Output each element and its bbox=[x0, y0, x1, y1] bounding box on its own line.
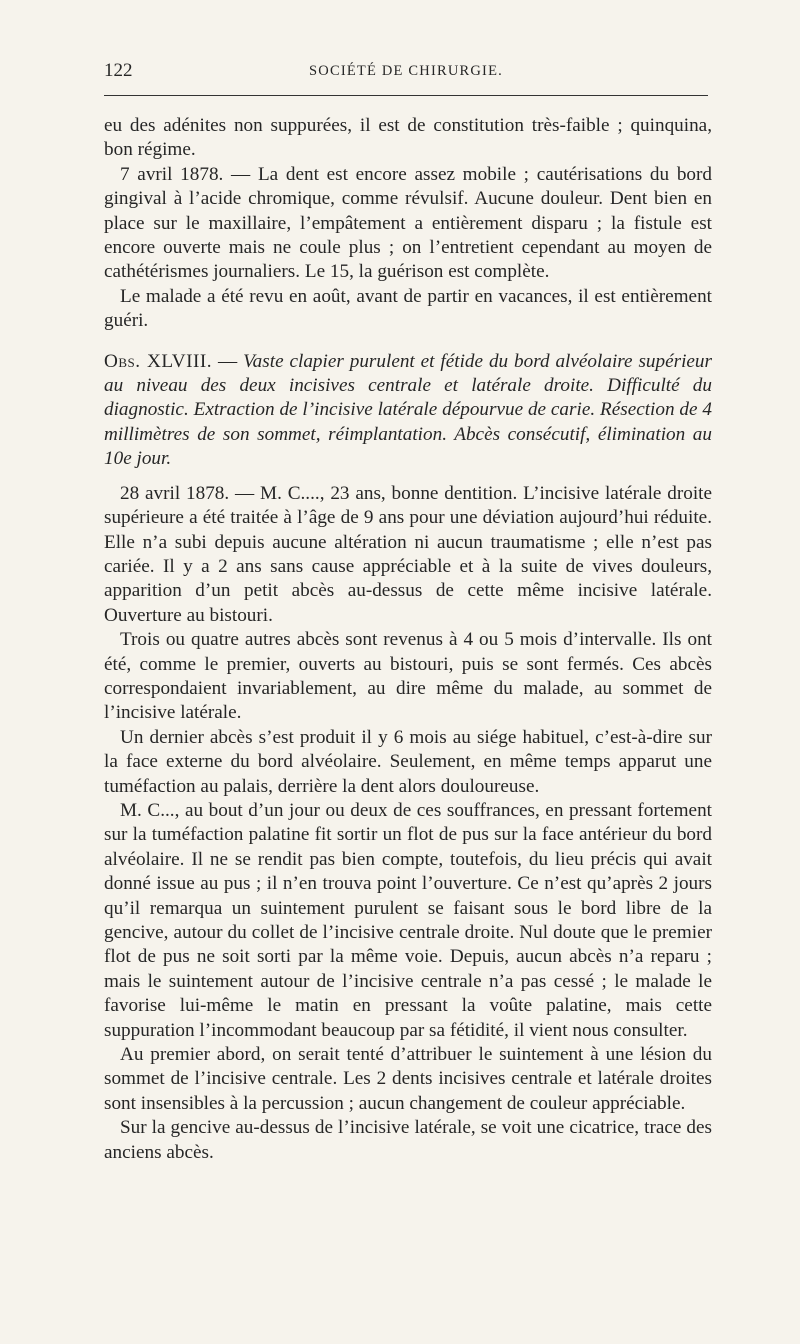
running-title: SOCIÉTÉ DE CHIRURGIE. bbox=[309, 63, 503, 79]
header-rule bbox=[104, 95, 708, 96]
observation-summary: Vaste clapier purulent et fétide du bord alvéolaire supérieur au niveau des deux incisives centrale et latérale droite. Difficulté du diagnostic. Extraction de l’incisive latérale dépourvue de carie. Résection de 4 millimètres de son sommet, réimplantation. Abcès consécutif, élimination au 10e jour. bbox=[104, 350, 712, 470]
body-text bbox=[104, 114, 712, 1165]
paragraph-2: 7 avril 1878. — La dent est encore assez mobile ; cautérisations du bord gingival à l’acide chromique, comme révulsif. Aucune douleur. Dent bien en place sur le maxillaire, l’empâtement a entièrement disparu ; la fistule est encore ouverte mais ne coule plus ; on l’entretient cependant au moyen de cathétérismes journaliers. Le 15, la guérison est complète. bbox=[104, 163, 712, 283]
paragraph-3: Le malade a été revu en août, avant de partir en vacances, il est entièrement guéri. bbox=[104, 285, 712, 332]
observation-label: Obs. XLVIII. bbox=[104, 350, 213, 372]
paragraph-10: Sur la gencive au-dessus de l’incisive latérale, se voit une cicatrice, trace des anciens abcès. bbox=[104, 1117, 712, 1163]
observation-heading bbox=[104, 350, 712, 472]
page-number: 122 bbox=[104, 60, 133, 81]
paragraph-7: Un dernier abcès s’est produit il y 6 mois au siége habituel, c’est-à-dire sur la face externe du bord alvéolaire. Seulement, en même temps apparut une tuméfaction au palais, derrière la dent alors douloureuse. bbox=[104, 726, 712, 797]
paragraph-9: Au premier abord, on serait tenté d’attribuer le suintement à une lésion du sommet de l’incisive centrale. Les 2 dents incisives centrale et latérale droites sont insensibles à la percussion ; aucun changement de couleur appréciable. bbox=[104, 1044, 712, 1114]
paragraph-1: eu des adénites non suppurées, il est de constitution très-faible ; quinquina, bon régime. bbox=[104, 115, 712, 161]
observation-dash: — bbox=[212, 350, 244, 372]
paragraph-5: 28 avril 1878. — M. C...., 23 ans, bonne dentition. L’incisive latérale droite supérieure a été traitée à l’âge de 9 ans pour une déviation aujourd’hui réduite. Elle n’a subi depuis aucune altération ni aucun traumatisme ; elle n’est pas cariée. Il y a 2 ans sans cause appréciable et à la suite de vives douleurs, apparition d’un petit abcès au-dessus de cette même incisive latérale. Ouverture au bistouri. bbox=[104, 482, 712, 626]
paragraph-6: Trois ou quatre autres abcès sont revenus à 4 ou 5 mois d’intervalle. Ils ont été, comme le premier, ouverts au bistouri, puis se sont fermés. Ces abcès correspondaient invariablement, au dire même du malade, au sommet de l’incisive latérale. bbox=[104, 629, 712, 724]
page-header bbox=[104, 60, 708, 86]
paragraph-8: M. C..., au bout d’un jour ou deux de ces souffrances, en pressant fortement sur la tuméfaction palatine fit sortir un flot de pus sur la face antérieur du bord alvéolaire. Il ne se rendit pas bien compte, toutefois, du lieu précis qui avait donné issue au pus ; il n’en trouva point l’ouverture. Ce n’est qu’après 2 jours qu’il remarqua un suintement purulent se faisant sous le bord libre de la gencive, autour du collet de l’incisive centrale droite. Nul doute que le premier flot de pus ne soit sorti par la même voie. Depuis, aucun abcès n’a reparu ; mais le suintement autour de l’incisive centrale n’a pas cessé ; le malade le favorise lui-même le matin en pressant la voûte palatine, mais cette suppuration l’incommodant beaucoup par sa fétidité, il vient nous consulter. bbox=[104, 799, 712, 1041]
